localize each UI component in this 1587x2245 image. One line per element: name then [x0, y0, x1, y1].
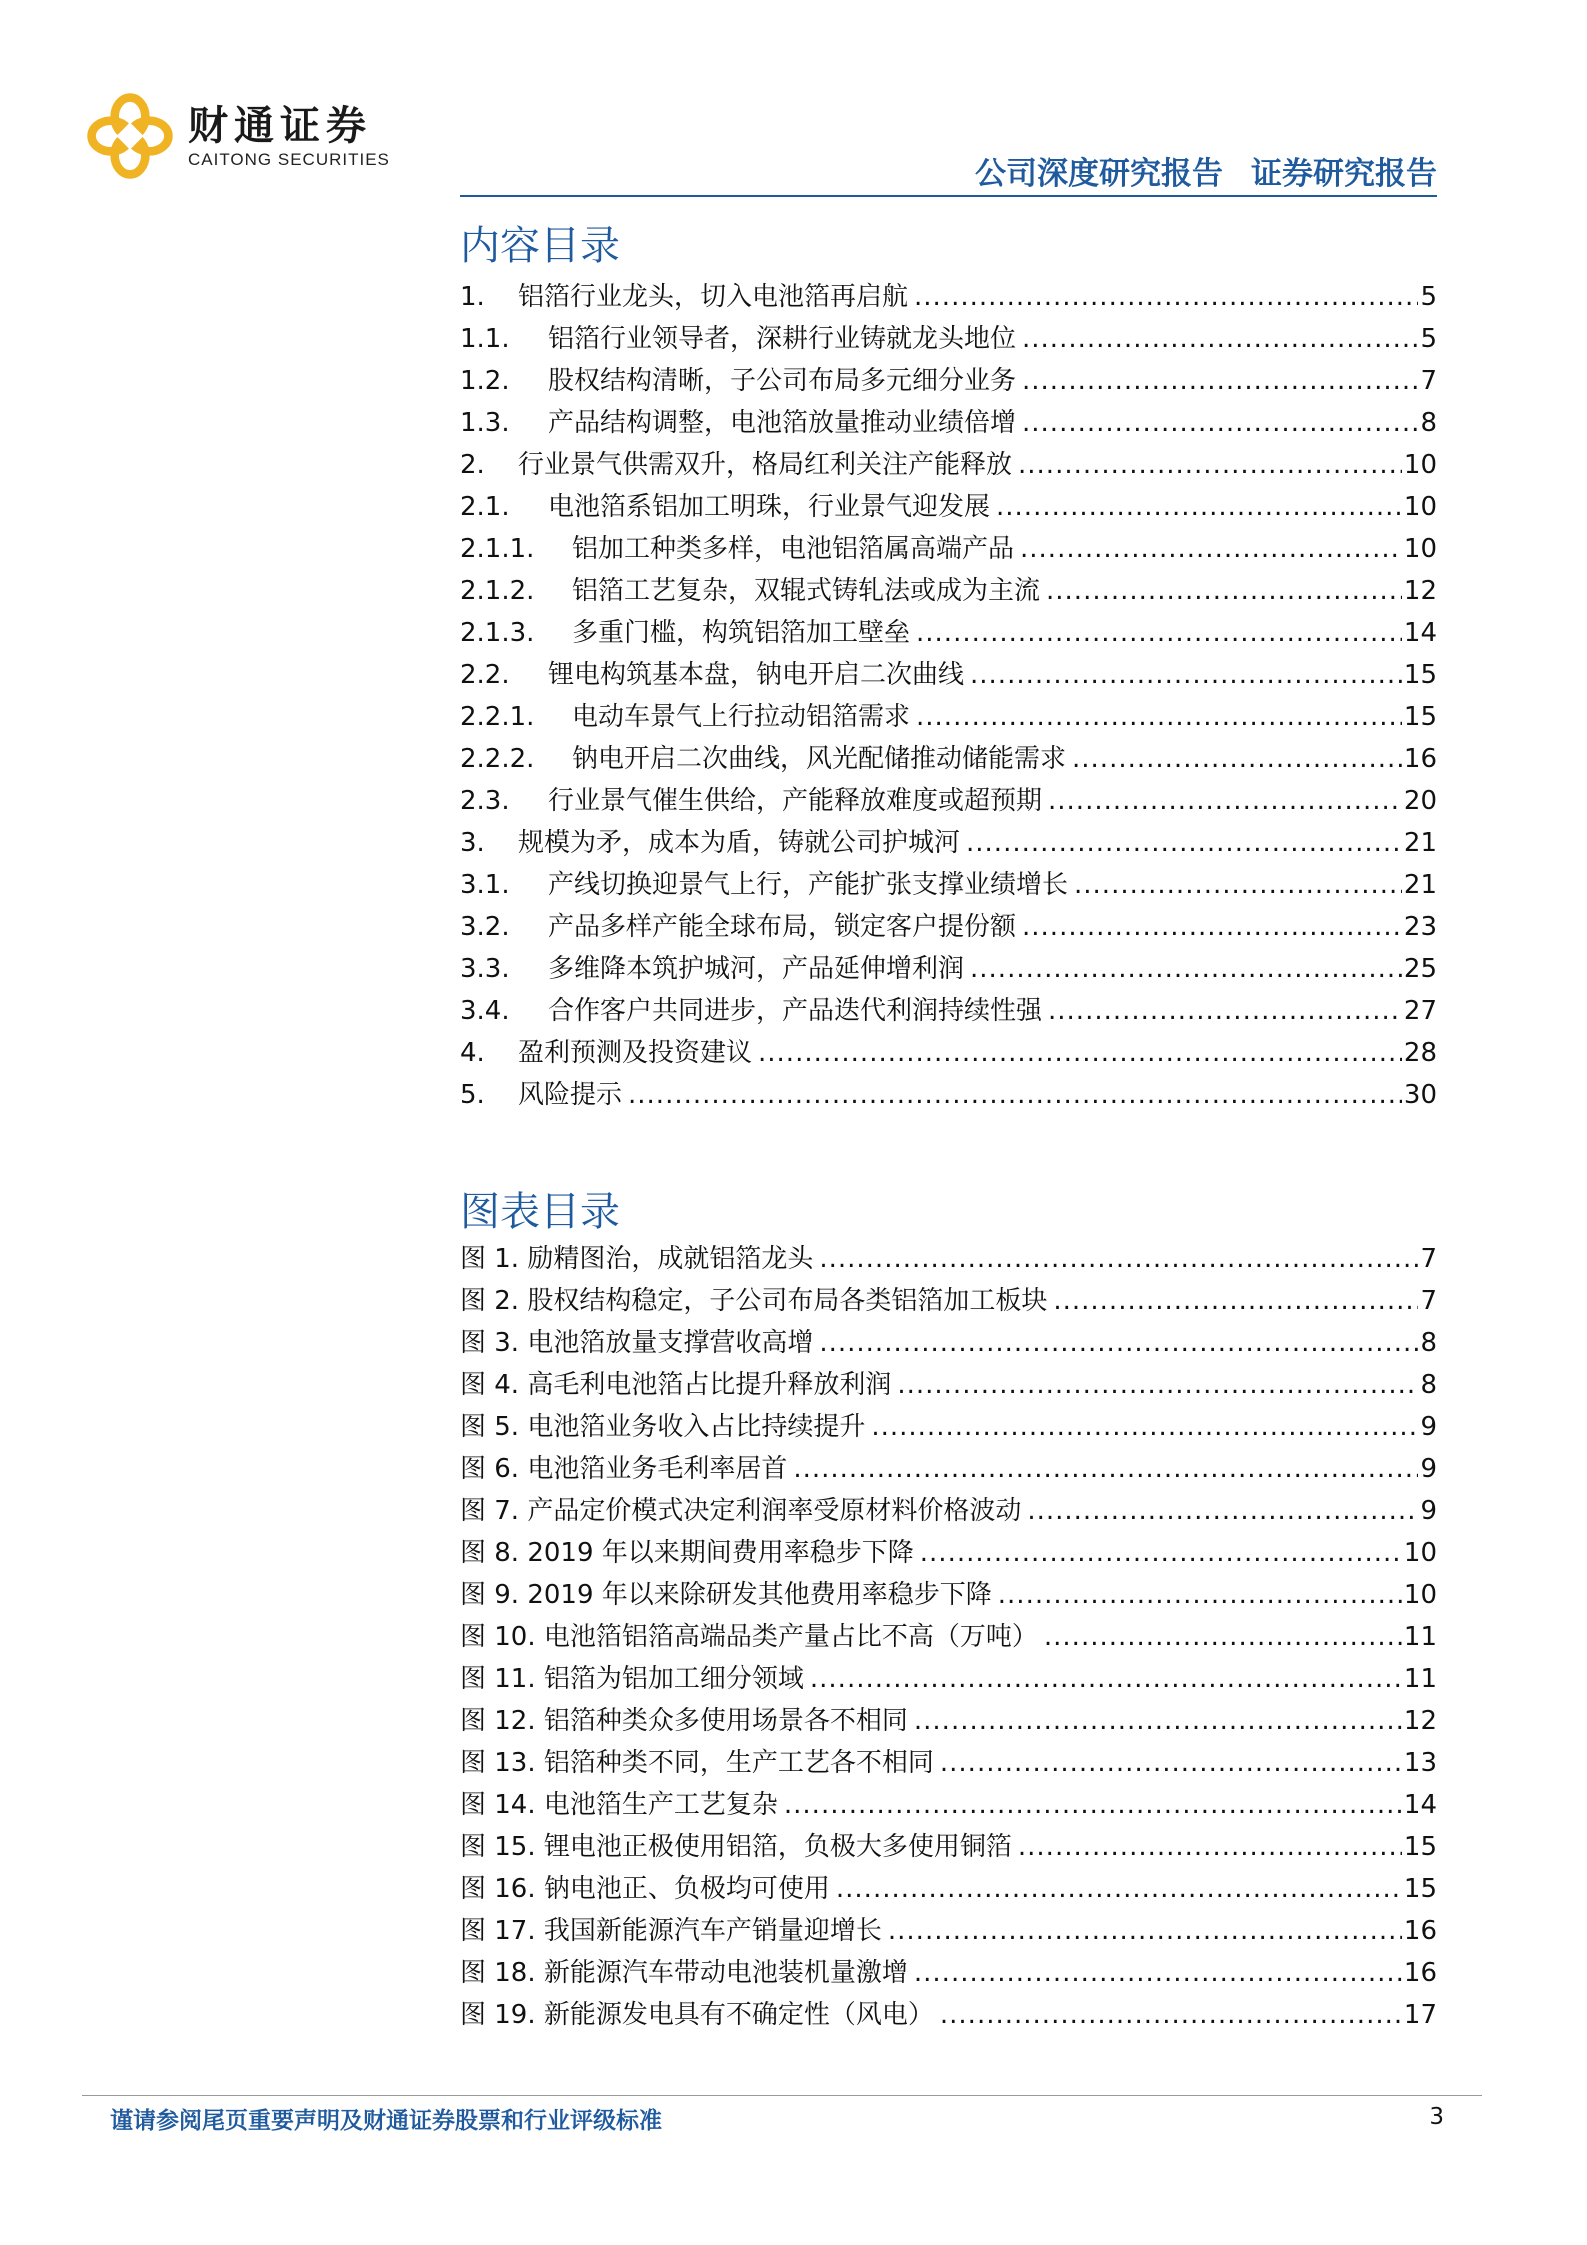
- toc-entry-page: 23: [1403, 912, 1437, 942]
- toc-entry-page: 27: [1403, 996, 1437, 1026]
- figure-entry-title: 图 10. 电池箔铝箔高端品类产量占比不高（万吨）: [460, 1622, 1038, 1652]
- toc-entry-number: 3.2.: [460, 912, 510, 942]
- toc-leader: [758, 1032, 1402, 1074]
- toc-entry-title: 股权结构清晰，子公司布局多元细分业务: [548, 366, 1017, 396]
- figure-entry[interactable]: [460, 1952, 1437, 1994]
- toc-entry[interactable]: [460, 402, 1437, 444]
- figure-entry-title: 图 8. 2019 年以来期间费用率稳步下降: [460, 1538, 914, 1568]
- figure-entry-title: 图 11. 铝箔为铝加工细分领域: [460, 1664, 804, 1694]
- figure-entry-page: 11: [1403, 1622, 1437, 1652]
- toc-leader: [628, 1074, 1402, 1116]
- toc-entry[interactable]: [460, 528, 1437, 570]
- toc-leader: [998, 1574, 1402, 1616]
- toc-entry-title: 合作客户共同进步，产品迭代利润持续性强: [548, 996, 1043, 1026]
- toc-leader: [916, 696, 1402, 738]
- report-type-company: 公司深度研究报告: [975, 156, 1223, 192]
- toc-entry[interactable]: [460, 738, 1437, 780]
- figure-entry-page: 9: [1420, 1454, 1437, 1484]
- figure-entry[interactable]: [460, 1322, 1437, 1364]
- footer-divider: [82, 2095, 1482, 2096]
- report-type-securities: 证券研究报告: [1251, 156, 1437, 192]
- figure-entry[interactable]: [460, 1238, 1437, 1280]
- footer-disclaimer[interactable]: 谨请参阅尾页重要声明及财通证券股票和行业评级标准: [110, 2108, 662, 2134]
- figure-entry-page: 7: [1420, 1244, 1437, 1274]
- figure-entry-page: 16: [1403, 1916, 1437, 1946]
- toc-entry-number: 2.2.1.: [460, 702, 535, 732]
- toc-leader: [819, 1322, 1418, 1364]
- figure-entry[interactable]: [460, 1616, 1437, 1658]
- toc-leader: [819, 1238, 1418, 1280]
- toc-leader: [784, 1784, 1402, 1826]
- figure-entry-title: 图 5. 电池箔业务收入占比持续提升: [460, 1412, 866, 1442]
- figure-entry-page: 17: [1403, 2000, 1437, 2030]
- toc-entry-page: 28: [1403, 1038, 1437, 1068]
- toc-entry[interactable]: [460, 444, 1437, 486]
- figure-entry[interactable]: [460, 1910, 1437, 1952]
- toc-entry-number: 3.1.: [460, 870, 510, 900]
- brand-name-en: CAITONG SECURITIES: [188, 150, 390, 169]
- figure-entry-page: 7: [1420, 1286, 1437, 1316]
- toc-leader: [1027, 1490, 1418, 1532]
- figure-entry[interactable]: [460, 1868, 1437, 1910]
- figure-entry-page: 10: [1403, 1580, 1437, 1610]
- toc-entry-number: 1.: [460, 282, 485, 312]
- toc-entry-page: 8: [1420, 408, 1437, 438]
- toc-entry[interactable]: [460, 276, 1437, 318]
- toc-leader: [1022, 318, 1418, 360]
- toc-entry-number: 2.1.3.: [460, 618, 535, 648]
- toc-entry-page: 10: [1403, 450, 1437, 480]
- figure-entry[interactable]: [460, 1364, 1437, 1406]
- figure-entry-title: 图 3. 电池箔放量支撑营收高增: [460, 1328, 814, 1358]
- toc-leader: [888, 1910, 1402, 1952]
- toc-leader: [1044, 1616, 1402, 1658]
- toc-leader: [1074, 864, 1402, 906]
- toc-entry-title: 铝箔行业龙头，切入电池箔再启航: [518, 282, 909, 312]
- figure-entry-page: 15: [1403, 1832, 1437, 1862]
- figure-entry-title: 图 19. 新能源发电具有不确定性（风电）: [460, 2000, 934, 2030]
- toc-entry-page: 5: [1420, 282, 1437, 312]
- toc-leader: [1022, 402, 1418, 444]
- figure-entry[interactable]: [460, 1826, 1437, 1868]
- toc-leader: [914, 276, 1418, 318]
- figure-entry[interactable]: [460, 1532, 1437, 1574]
- toc-entry-number: 2.2.2.: [460, 744, 535, 774]
- toc-entry-title: 多重门槛，构筑铝箔加工壁垒: [572, 618, 911, 648]
- toc-leader: [970, 654, 1402, 696]
- toc-entry-page: 10: [1403, 534, 1437, 564]
- figure-entry[interactable]: [460, 1448, 1437, 1490]
- figures-title: 图表目录: [460, 1189, 620, 1235]
- toc-entry-page: 12: [1403, 576, 1437, 606]
- figure-entry-page: 11: [1403, 1664, 1437, 1694]
- figure-entry[interactable]: [460, 1574, 1437, 1616]
- toc-leader: [1048, 990, 1402, 1032]
- toc-entry-number: 1.2.: [460, 366, 510, 396]
- figure-entry-page: 10: [1403, 1538, 1437, 1568]
- toc-entry[interactable]: [460, 1032, 1437, 1074]
- caitong-logo-icon: [82, 88, 178, 184]
- toc-entry-page: 21: [1403, 828, 1437, 858]
- toc-leader: [1053, 1280, 1418, 1322]
- toc-entry-number: 5.: [460, 1080, 485, 1110]
- toc-leader: [1072, 738, 1402, 780]
- toc-entry-page: 15: [1403, 660, 1437, 690]
- figure-entry-page: 14: [1403, 1790, 1437, 1820]
- toc-entry-page: 7: [1420, 366, 1437, 396]
- toc-leader: [914, 1700, 1402, 1742]
- toc-entry-page: 16: [1403, 744, 1437, 774]
- toc-entry-title: 规模为矛，成本为盾，铸就公司护城河: [518, 828, 961, 858]
- figure-entry-title: 图 1. 励精图治，成就铝箔龙头: [460, 1244, 814, 1274]
- figure-entry-page: 12: [1403, 1706, 1437, 1736]
- toc-leader: [920, 1532, 1402, 1574]
- toc-leader: [970, 948, 1402, 990]
- toc-entry[interactable]: [460, 1074, 1437, 1116]
- figure-entry-title: 图 18. 新能源汽车带动电池装机量激增: [460, 1958, 908, 1988]
- toc-entry[interactable]: [460, 864, 1437, 906]
- toc-leader: [1018, 444, 1402, 486]
- toc-entry-number: 3.: [460, 828, 485, 858]
- toc-entry-title: 铝箔行业领导者，深耕行业铸就龙头地位: [548, 324, 1017, 354]
- toc-leader: [940, 1742, 1402, 1784]
- figure-entry[interactable]: [460, 1406, 1437, 1448]
- toc-entry-number: 1.1.: [460, 324, 510, 354]
- toc-entry-page: 25: [1403, 954, 1437, 984]
- toc-entry-page: 21: [1403, 870, 1437, 900]
- toc-leader: [996, 486, 1402, 528]
- toc-entry-title: 多维降本筑护城河，产品延伸增利润: [548, 954, 965, 984]
- toc-entry[interactable]: [460, 780, 1437, 822]
- toc-leader: [1046, 570, 1402, 612]
- page-number: 3: [1429, 2104, 1444, 2130]
- toc-leader: [871, 1406, 1418, 1448]
- toc-entry-number: 3.4.: [460, 996, 510, 1026]
- toc-entry-title: 产线切换迎景气上行，产能扩张支撑业绩增长: [548, 870, 1069, 900]
- figure-entry[interactable]: [460, 1700, 1437, 1742]
- toc-entry-title: 产品多样产能全球布局，锁定客户提份额: [548, 912, 1017, 942]
- figure-entry-title: 图 16. 钠电池正、负极均可使用: [460, 1874, 830, 1904]
- figure-entry-title: 图 14. 电池箔生产工艺复杂: [460, 1790, 778, 1820]
- figure-entry-page: 16: [1403, 1958, 1437, 1988]
- toc-entry-title: 盈利预测及投资建议: [518, 1038, 753, 1068]
- toc-leader: [810, 1658, 1402, 1700]
- toc-entry[interactable]: [460, 486, 1437, 528]
- figure-entry[interactable]: [460, 1994, 1437, 2036]
- contents-title: 内容目录: [460, 223, 620, 269]
- toc-entry-title: 锂电构筑基本盘，钠电开启二次曲线: [548, 660, 965, 690]
- toc-entry-number: 2.1.: [460, 492, 510, 522]
- figure-entry-page: 15: [1403, 1874, 1437, 1904]
- toc-entry-title: 电动车景气上行拉动铝箔需求: [572, 702, 911, 732]
- toc-entry[interactable]: [460, 906, 1437, 948]
- toc-entry[interactable]: [460, 822, 1437, 864]
- figure-entry-page: 8: [1420, 1370, 1437, 1400]
- toc-entry-title: 行业景气供需双升，格局红利关注产能释放: [518, 450, 1013, 480]
- figure-entry-title: 图 7. 产品定价模式决定利润率受原材料价格波动: [460, 1496, 1022, 1526]
- toc-entry[interactable]: [460, 948, 1437, 990]
- brand-name-cn: 财通证券: [188, 103, 372, 149]
- figure-entry-page: 13: [1403, 1748, 1437, 1778]
- toc-entry-title: 风险提示: [518, 1080, 623, 1110]
- toc-entry-number: 2.1.1.: [460, 534, 535, 564]
- toc-entry-number: 2.3.: [460, 786, 510, 816]
- toc-entry[interactable]: [460, 360, 1437, 402]
- figure-entry-page: 9: [1420, 1412, 1437, 1442]
- report-type: [975, 148, 1437, 193]
- contents-list: [460, 276, 1437, 1116]
- figure-entry-title: 图 12. 铝箔种类众多使用场景各不相同: [460, 1706, 908, 1736]
- toc-entry[interactable]: [460, 990, 1437, 1032]
- toc-leader: [966, 822, 1402, 864]
- figure-entry[interactable]: [460, 1784, 1437, 1826]
- toc-entry-number: 2.1.2.: [460, 576, 535, 606]
- header-divider: [460, 195, 1437, 197]
- figures-list: [460, 1238, 1437, 2036]
- toc-entry-title: 电池箔系铝加工明珠，行业景气迎发展: [548, 492, 991, 522]
- figure-entry[interactable]: [460, 1742, 1437, 1784]
- figure-entry[interactable]: [460, 1280, 1437, 1322]
- toc-entry[interactable]: [460, 570, 1437, 612]
- toc-entry-page: 20: [1403, 786, 1437, 816]
- toc-entry-title: 产品结构调整，电池箔放量推动业绩倍增: [548, 408, 1017, 438]
- figure-entry[interactable]: [460, 1658, 1437, 1700]
- toc-entry[interactable]: [460, 612, 1437, 654]
- toc-entry-number: 2.2.: [460, 660, 510, 690]
- figure-entry[interactable]: [460, 1490, 1437, 1532]
- toc-leader: [1022, 906, 1402, 948]
- figure-entry-title: 图 4. 高毛利电池箔占比提升释放利润: [460, 1370, 892, 1400]
- toc-entry-title: 行业景气催生供给，产能释放难度或超预期: [548, 786, 1043, 816]
- toc-leader: [1020, 528, 1402, 570]
- toc-leader: [1022, 360, 1418, 402]
- toc-entry-number: 3.3.: [460, 954, 510, 984]
- toc-entry-number: 1.3.: [460, 408, 510, 438]
- toc-leader: [793, 1448, 1418, 1490]
- figure-entry-title: 图 13. 铝箔种类不同，生产工艺各不相同: [460, 1748, 934, 1778]
- figure-entry-title: 图 17. 我国新能源汽车产销量迎增长: [460, 1916, 882, 1946]
- toc-entry-number: 4.: [460, 1038, 485, 1068]
- toc-entry-page: 15: [1403, 702, 1437, 732]
- toc-leader: [1048, 780, 1402, 822]
- toc-entry-page: 5: [1420, 324, 1437, 354]
- figure-entry-title: 图 6. 电池箔业务毛利率居首: [460, 1454, 788, 1484]
- figure-entry-page: 8: [1420, 1328, 1437, 1358]
- figure-entry-title: 图 15. 锂电池正极使用铝箔，负极大多使用铜箔: [460, 1832, 1012, 1862]
- figure-entry-title: 图 9. 2019 年以来除研发其他费用率稳步下降: [460, 1580, 992, 1610]
- toc-leader: [1018, 1826, 1402, 1868]
- page-header: [0, 0, 1587, 195]
- toc-leader: [897, 1364, 1418, 1406]
- figure-entry-title: 图 2. 股权结构稳定，子公司布局各类铝箔加工板块: [460, 1286, 1048, 1316]
- toc-leader: [836, 1868, 1402, 1910]
- toc-leader: [916, 612, 1402, 654]
- toc-entry-number: 2.: [460, 450, 485, 480]
- toc-entry-title: 铝箔工艺复杂，双辊式铸轧法或成为主流: [572, 576, 1041, 606]
- toc-entry-title: 铝加工种类多样，电池铝箔属高端产品: [572, 534, 1015, 564]
- toc-leader: [940, 1994, 1402, 2036]
- toc-leader: [914, 1952, 1402, 1994]
- toc-entry[interactable]: [460, 654, 1437, 696]
- toc-entry-page: 14: [1403, 618, 1437, 648]
- toc-entry[interactable]: [460, 318, 1437, 360]
- figure-entry-page: 9: [1420, 1496, 1437, 1526]
- toc-entry-page: 30: [1403, 1080, 1437, 1110]
- toc-entry[interactable]: [460, 696, 1437, 738]
- toc-entry-page: 10: [1403, 492, 1437, 522]
- toc-entry-title: 钠电开启二次曲线，风光配储推动储能需求: [572, 744, 1067, 774]
